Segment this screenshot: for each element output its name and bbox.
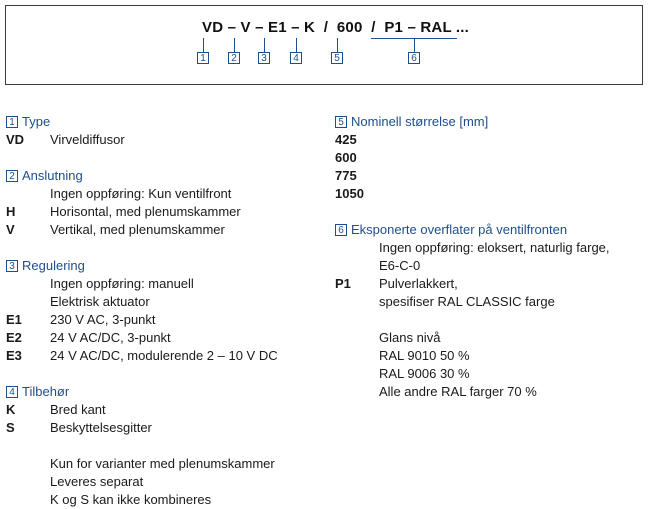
section-title: Nominell størrelse [mm] <box>351 114 489 129</box>
leader-line-1 <box>203 38 204 52</box>
code-marker-4: 4 <box>290 52 302 64</box>
section-header-tilbehor <box>6 383 321 401</box>
option-desc: spesifiser RAL CLASSIC farge <box>379 294 555 309</box>
option-row <box>6 491 321 509</box>
size-value: 1050 <box>335 186 364 201</box>
section-title: Tilbehør <box>22 384 70 399</box>
option-desc: Glans nivå <box>379 330 441 345</box>
option-code: V <box>6 222 15 237</box>
section-title: Eksponerte overflater på ventilfronten <box>351 222 568 237</box>
option-desc: RAL 9006 30 % <box>379 366 470 381</box>
option-row <box>6 401 321 419</box>
option-desc: Bred kant <box>50 402 106 417</box>
option-row <box>335 311 645 329</box>
code-marker-5: 5 <box>331 52 343 64</box>
option-desc: RAL 9010 50 % <box>379 348 470 363</box>
option-row <box>6 185 321 203</box>
right-column <box>335 113 645 401</box>
option-desc: 24 V AC/DC, modulerende 2 – 10 V DC <box>50 348 278 363</box>
size-value: 425 <box>335 132 357 147</box>
option-desc: Horisontal, med plenumskammer <box>50 204 241 219</box>
option-code: E2 <box>6 330 22 345</box>
section-marker: 3 <box>6 260 18 272</box>
option-code: E3 <box>6 348 22 363</box>
code-marker-3: 3 <box>258 52 270 64</box>
section-title: Type <box>22 114 51 129</box>
option-row <box>335 275 645 293</box>
section-header-anslutning <box>6 167 321 185</box>
option-desc: K og S kan ikke kombineres <box>50 492 212 507</box>
section-marker: 5 <box>335 116 347 128</box>
option-row <box>6 329 321 347</box>
option-desc: Ingen oppføring: manuell <box>50 276 194 291</box>
option-desc: Elektrisk aktuator <box>50 294 150 309</box>
option-desc: E6-C-0 <box>379 258 421 273</box>
section-title: Anslutning <box>22 168 83 183</box>
option-row <box>6 419 321 437</box>
option-row <box>335 257 645 275</box>
leader-line-6 <box>414 38 415 52</box>
option-row <box>6 347 321 365</box>
option-row <box>6 275 321 293</box>
option-desc: 230 V AC, 3-punkt <box>50 312 156 327</box>
code-marker-6: 6 <box>408 52 420 64</box>
code-marker-1: 1 <box>197 52 209 64</box>
left-column <box>6 113 321 509</box>
option-desc: Virveldiffusor <box>50 132 125 147</box>
section-header-eksponerte-overflater <box>335 221 645 239</box>
leader-line-4 <box>296 38 297 52</box>
option-code: P1 <box>335 276 351 291</box>
section-marker: 6 <box>335 224 347 236</box>
section-marker: 1 <box>6 116 18 128</box>
option-row <box>6 203 321 221</box>
leader-line-2 <box>234 38 235 52</box>
option-row <box>335 239 645 257</box>
order-code-box <box>5 5 643 85</box>
size-value: 600 <box>335 150 357 165</box>
option-row <box>6 455 321 473</box>
option-code: H <box>6 204 16 219</box>
option-desc: Leveres separat <box>50 474 144 489</box>
option-desc: Beskyttelsesgitter <box>50 420 152 435</box>
section-header-regulering <box>6 257 321 275</box>
option-row <box>6 311 321 329</box>
option-row <box>6 293 321 311</box>
option-code: K <box>6 402 16 417</box>
size-value: 775 <box>335 168 357 183</box>
code-marker-2: 2 <box>228 52 240 64</box>
option-code: VD <box>6 132 25 147</box>
option-row <box>6 473 321 491</box>
option-row <box>335 293 645 311</box>
option-desc: Ingen oppføring: Kun ventilfront <box>50 186 232 201</box>
leader-line-5 <box>337 38 338 52</box>
option-row <box>335 365 645 383</box>
option-row <box>6 437 321 455</box>
option-row <box>335 383 645 401</box>
option-desc: Kun for varianter med plenumskammer <box>50 456 275 471</box>
section-marker: 4 <box>6 386 18 398</box>
option-desc: Alle andre RAL farger 70 % <box>379 384 537 399</box>
option-desc: Pulverlakkert, <box>379 276 458 291</box>
section-header-nominell-storrelse <box>335 113 645 131</box>
option-code: S <box>6 420 15 435</box>
option-desc: 24 V AC/DC, 3-punkt <box>50 330 171 345</box>
section-title: Regulering <box>22 258 85 273</box>
option-row <box>335 329 645 347</box>
option-row <box>335 347 645 365</box>
option-code: E1 <box>6 312 22 327</box>
option-row <box>6 221 321 239</box>
leader-line-3 <box>264 38 265 52</box>
option-desc: Ingen oppføring: eloksert, naturlig farge, <box>379 240 610 255</box>
option-row <box>6 131 321 149</box>
section-header-type <box>6 113 321 131</box>
section-marker: 2 <box>6 170 18 182</box>
option-desc: Vertikal, med plenumskammer <box>50 222 225 237</box>
order-code-line: VD – V – E1 – K / 600 / P1 – RAL ... <box>202 19 470 36</box>
